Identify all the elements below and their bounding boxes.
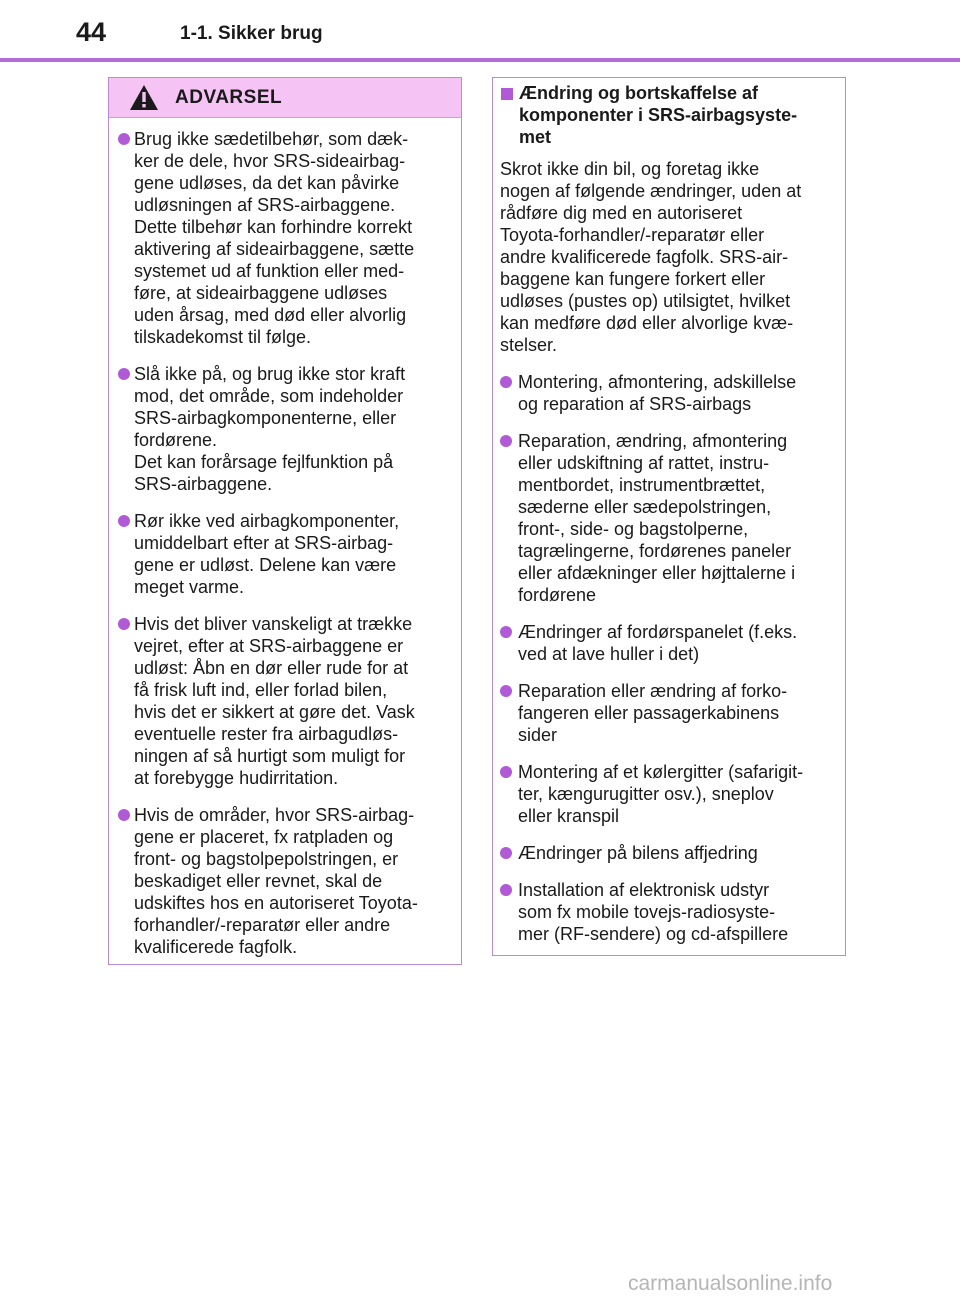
list-item-text: Installation af elektronisk udstyr som fx mobile tovejs-radiosyste- mer (RF-sendere) og cd-afspillere xyxy=(518,880,789,944)
bullet-icon xyxy=(118,809,130,821)
list-item-text: Reparation eller ændring af forko- fangeren eller passagerkabinens sider xyxy=(518,681,788,745)
watermark: carmanualsonline.info xyxy=(628,1272,833,1295)
bullet-icon xyxy=(500,847,512,859)
list-item-text: Hvis de områder, hvor SRS-airbag- gene er placeret, fx ratpladen og front- og bagstolpepolstringen, er beskadiget eller revnet, skal de udskiftes hos en autoriseret Toyota- forhandler/-reparatør eller andre kvalificerede fagfolk. xyxy=(134,805,418,957)
warning-box xyxy=(108,77,462,965)
list-item xyxy=(118,128,451,348)
square-bullet-icon xyxy=(501,88,513,100)
list-item xyxy=(500,842,837,864)
warning-triangle-icon xyxy=(129,84,159,111)
section-title: 1-1. Sikker brug xyxy=(180,23,323,44)
list-item-text: Montering af et kølergitter (safarigit- ter, kængurugitter osv.), sneplov eller kranspil xyxy=(518,762,804,826)
info-list xyxy=(493,356,845,945)
list-item xyxy=(118,804,451,958)
list-item-text: Brug ikke sædetilbehør, som dæk- ker de dele, hvor SRS-sideairbag- gene udløses, da det kan påvirke udløsningen af SRS-airbaggene. Dette tilbehør kan forhindre korrekt aktivering af sideairbaggene, sætte systemet ud af funktion eller med- føre, at sideairbaggene udløses uden årsag, med død eller alvorlig tilskadekomst til følge. xyxy=(134,129,415,347)
list-item xyxy=(500,761,837,827)
bullet-icon xyxy=(500,884,512,896)
list-item xyxy=(500,879,837,945)
bullet-icon xyxy=(118,133,130,145)
page-number: 44 xyxy=(76,17,107,47)
bullet-icon xyxy=(118,618,130,630)
header-rule xyxy=(0,58,960,62)
list-item xyxy=(500,430,837,606)
list-item-text: Rør ikke ved airbagkomponenter, umiddelbart efter at SRS-airbag- gene er udløst. Delene kan være meget varme. xyxy=(134,511,400,597)
bullet-icon xyxy=(118,515,130,527)
list-item xyxy=(118,613,451,789)
list-item-text: Reparation, ændring, afmontering eller udskiftning af rattet, instru- mentbordet, instrumentbrættet, sæderne eller sædepolstringen, front-, side- og bagstolperne, tagrælingerne, fordørenes paneler eller afdækninger eller højttalerne i fordørene xyxy=(518,431,796,605)
info-heading: Ændring og bortskaffelse af komponenter i SRS-airbagsyste- met xyxy=(519,83,798,147)
warning-list xyxy=(109,118,461,958)
list-item-text: Slå ikke på, og brug ikke stor kraft mod, det område, som indeholder SRS-airbagkomponenterne, eller fordørene. Det kan forårsage fejlfunktion på SRS-airbaggene. xyxy=(134,364,406,494)
bullet-icon xyxy=(500,766,512,778)
bullet-icon xyxy=(118,368,130,380)
warning-header xyxy=(109,78,461,118)
bullet-icon xyxy=(500,376,512,388)
bullet-icon xyxy=(500,435,512,447)
info-box xyxy=(492,77,846,956)
list-item xyxy=(500,680,837,746)
list-item xyxy=(118,510,451,598)
list-item-text: Ændringer på bilens affjedring xyxy=(518,843,758,863)
bullet-icon xyxy=(500,626,512,638)
info-intro: Skrot ikke din bil, og foretag ikke nogen af følgende ændringer, uden at rådføre dig med en autoriseret Toyota-forhandler/-reparatør eller andre kvalificerede fagfolk. SRS-air- baggene kan fungere forkert eller udløses (pustes op) utilsigtet, hvilket kan medføre død eller alvorlige kvæ- stelser. xyxy=(500,159,802,355)
list-item xyxy=(500,621,837,665)
page-header xyxy=(0,0,960,62)
list-item xyxy=(118,363,451,495)
list-item-text: Ændringer af fordørspanelet (f.eks. ved at lave huller i det) xyxy=(518,622,798,664)
list-item-text: Montering, afmontering, adskillelse og reparation af SRS-airbags xyxy=(518,372,797,414)
list-item xyxy=(500,371,837,415)
info-heading-block xyxy=(493,78,845,148)
bullet-icon xyxy=(500,685,512,697)
warning-title: ADVARSEL xyxy=(175,87,283,108)
list-item-text: Hvis det bliver vanskeligt at trække vejret, efter at SRS-airbaggene er udløst: Åbn en dør eller rude for at få frisk luft ind, eller forlad bilen, hvis det er sikkert at gøre det. Vask eventuelle rester fra airbagudløs- ningen af så hurtigt som muligt for at forebygge hudirritation. xyxy=(134,614,415,788)
